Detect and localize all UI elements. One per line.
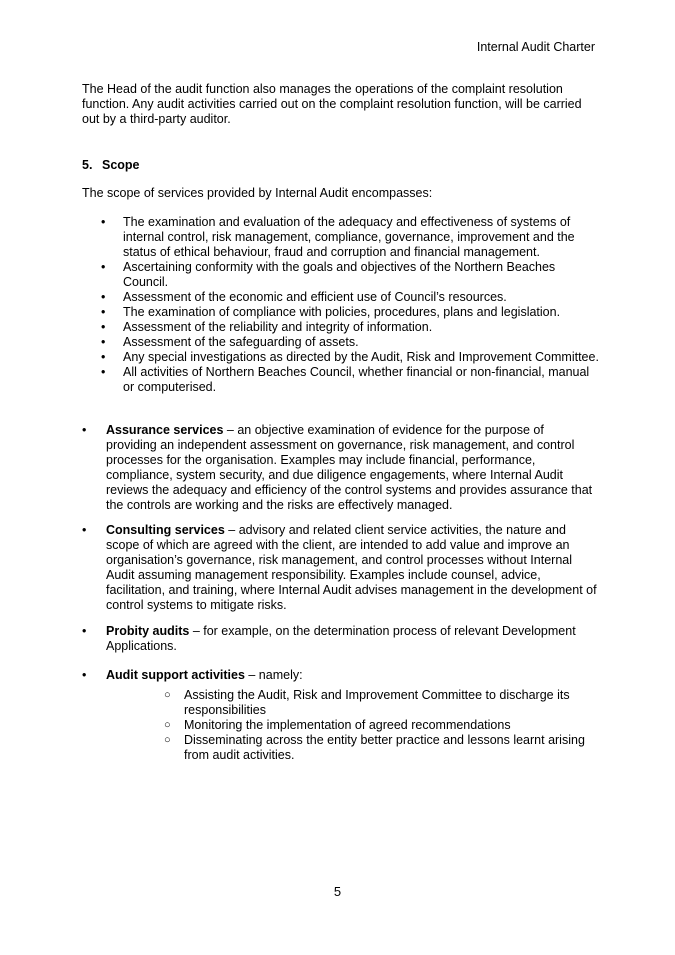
bullet-icon: •: [101, 335, 106, 349]
probity-text: – for example, on the determination process of relevant Development Applications.: [106, 624, 576, 653]
running-header: Internal Audit Charter: [476, 40, 595, 54]
bullet-icon: •: [101, 260, 106, 274]
list-item: ○ Monitoring the implementation of agreed recommendations: [164, 718, 511, 732]
bullet-icon: •: [101, 365, 106, 379]
intro-paragraph: The Head of the audit function also manages the operations of the complaint resolution function. Any audit activities carried out on the complaint resolution function, will be carried out by a third-party auditor.: [82, 82, 582, 126]
bullet-icon: •: [101, 320, 106, 334]
bullet-icon: •: [101, 350, 106, 364]
list-item: • All activities of Northern Beaches Council, whether financial or non-financial, manual or computerised.: [101, 365, 590, 394]
page-number: 5: [333, 884, 342, 899]
bullet-icon: •: [101, 305, 106, 319]
list-item: ○ Disseminating across the entity better practice and lessons learnt arising from audit activities.: [164, 733, 585, 762]
audit-support-item: [82, 668, 597, 683]
support-sub-list: [164, 688, 594, 763]
assurance-text: – an objective examination of evidence for the purpose of providing an independent assessment on governance, risk management, and control processes for the organisation. Examples may include financial, performance, compliance, system security, and due diligence engagements, where Internal Audit reviews the adequacy and efficiency of the control systems and provides assurance that the controls are working and the risks are effectively managed.: [106, 423, 593, 512]
circle-bullet-icon: ○: [164, 719, 171, 731]
support-term: Audit support activities: [106, 668, 245, 682]
list-item: • Assessment of the economic and efficient use of Council’s resources.: [101, 290, 507, 304]
list-item: • The examination of compliance with policies, procedures, plans and legislation.: [101, 305, 561, 319]
list-item: • Assessment of the reliability and integrity of information.: [101, 320, 433, 334]
support-text: – namely:: [244, 668, 303, 682]
list-item: • Ascertaining conformity with the goals and objectives of the Northern Beaches Council.: [101, 260, 556, 289]
circle-bullet-icon: ○: [164, 734, 171, 746]
probity-term: Probity audits: [106, 624, 190, 638]
scope-list: [101, 215, 601, 395]
list-item: ○ Assisting the Audit, Risk and Improvement Committee to discharge its responsibilities: [164, 688, 570, 717]
consulting-services-item: [82, 523, 597, 613]
assurance-services-item: [82, 423, 597, 513]
bullet-icon: •: [82, 523, 87, 537]
bullet-icon: •: [82, 423, 87, 437]
bullet-icon: •: [82, 624, 87, 638]
bullet-icon: •: [101, 215, 106, 229]
probity-audits-item: [82, 624, 597, 654]
list-item: • Assessment of the safeguarding of assets.: [101, 335, 359, 349]
assurance-term: Assurance services: [106, 423, 224, 437]
list-item: • The examination and evaluation of the adequacy and effectiveness of systems of internal control, risk management, compliance, governance, improvement and the status of ethical behaviour, fraud and corruption and financial management.: [101, 215, 575, 259]
section-heading: [82, 158, 140, 173]
consulting-text: – advisory and related client service activities, the nature and scope of which are agreed with the client, are intended to add value and improve an organisation’s governance, risk management, and control processes without Internal Audit assuming management responsibility. Examples include counsel, advice, facilitation, and training, where Internal Audit advises management in the development of control systems to mitigate risks.: [106, 523, 597, 612]
scope-intro: The scope of services provided by Internal Audit encompasses:: [82, 186, 433, 200]
section-title: Scope: [102, 158, 140, 172]
bullet-icon: •: [101, 290, 106, 304]
bullet-icon: •: [82, 668, 87, 682]
section-number: 5.: [82, 158, 93, 172]
consulting-term: Consulting services: [106, 523, 225, 537]
list-item: • Any special investigations as directed by the Audit, Risk and Improvement Committee.: [101, 350, 599, 364]
circle-bullet-icon: ○: [164, 689, 171, 701]
